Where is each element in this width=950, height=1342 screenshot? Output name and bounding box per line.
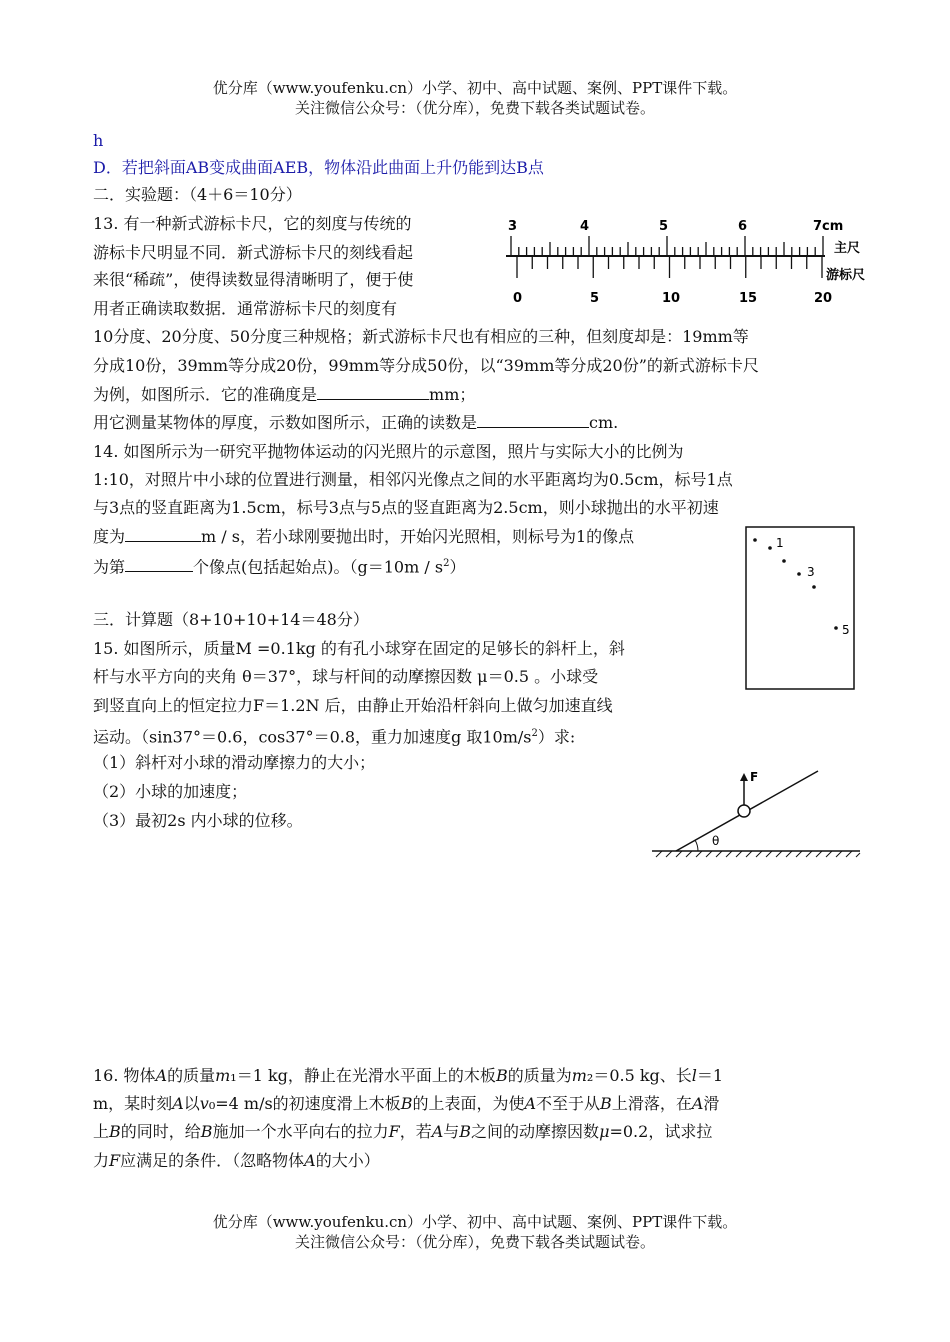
section-2-title: 二．实验题：（4＋6＝10分） xyxy=(93,185,302,204)
ground-hatching xyxy=(656,851,860,857)
q15-sup: 2 xyxy=(531,728,538,739)
q16-text-run: 不至于从 xyxy=(536,1094,601,1113)
q15-line-4b: ）求: xyxy=(537,727,576,747)
q16-text-run: 应满足的条件．（忽略物体 xyxy=(120,1151,305,1170)
q14-line-4a: 度为 xyxy=(93,527,126,546)
q16-text-run: 的上表面，为使 xyxy=(412,1094,525,1113)
q16-text-run: A xyxy=(431,1122,444,1141)
q16-text-run: m xyxy=(215,1066,231,1085)
q16-line-2-runs xyxy=(93,1094,719,1113)
q16-text-run: 16. 物体 xyxy=(93,1066,156,1085)
q16-text-run: μ xyxy=(599,1122,610,1141)
q14-line-5a: 为第 xyxy=(93,557,126,577)
q16-text-run: B xyxy=(600,1094,612,1113)
q16-text-run: F xyxy=(388,1122,400,1141)
vernier-scale-label: 游标尺 xyxy=(826,268,866,283)
ball-point xyxy=(753,538,757,542)
q16-text-run: 力 xyxy=(93,1151,110,1170)
q14-line-4b: m / s，若小球刚要抛出时，开始闪光照相，则标号为1的像点 xyxy=(201,527,635,546)
ball-point-3 xyxy=(797,572,801,576)
ball xyxy=(738,805,750,817)
q16-text-run: A xyxy=(172,1094,184,1113)
vernier-tick-label: 0 xyxy=(513,291,523,306)
q16-text-run: A xyxy=(691,1094,704,1113)
header-line-1: 优分库（www.youfenku.cn）小学、初中、高中试题、案例、PPT课件下载。 xyxy=(212,79,738,97)
q15-sub-2: （2）小球的加速度； xyxy=(93,782,248,801)
q16-text-run: 与 xyxy=(443,1122,460,1141)
q16-text-run: B xyxy=(400,1094,413,1113)
q16-text-run: m，某时刻 xyxy=(93,1094,173,1113)
q15-sub-1: （1）斜杆对小球的滑动摩擦力的大小； xyxy=(93,753,376,772)
q13-line-7b: mm； xyxy=(429,385,476,404)
section-3-title: 三．计算题（8+10+10+14＝48分） xyxy=(93,610,369,629)
prev-h: h xyxy=(93,131,104,150)
q13-line-5: 10分度、20分度、50分度三种规格；新式游标卡尺也有相应的三种，但刻度却是：19mm等 xyxy=(93,327,749,346)
q13-line-2: 游标卡尺明显不同．新式游标卡尺的刻线看起 xyxy=(93,243,414,262)
q13-line-7 xyxy=(93,383,475,406)
q14-line-4 xyxy=(93,525,634,548)
angle-arc xyxy=(695,840,698,851)
main-tick-label: 3 xyxy=(508,219,518,234)
q13-line-1: 13. 有一种新式游标卡尺，它的刻度与传统的 xyxy=(93,214,412,233)
q16-text-run: 上滑落，在 xyxy=(611,1094,692,1113)
flash-photo-figure xyxy=(745,526,857,692)
q16-text-run: 的质量为 xyxy=(507,1066,572,1085)
main-scale-ticks xyxy=(511,236,823,256)
q16-text-run: A xyxy=(155,1066,168,1085)
q15-line-4 xyxy=(93,723,575,748)
q16-text-run: 的质量 xyxy=(167,1066,216,1085)
q16-text-run: 上 xyxy=(93,1122,110,1141)
q16-line-3-runs xyxy=(93,1122,712,1141)
q16-text-run: 滑 xyxy=(703,1094,720,1113)
reading-blank[interactable] xyxy=(477,411,589,428)
q16-text-run: F xyxy=(109,1151,121,1170)
q13-line-8a: 用它测量某物体的厚度，示数如图所示，正确的读数是 xyxy=(93,413,478,432)
force-arrow-head xyxy=(740,773,748,781)
point-label-3: 3 xyxy=(807,565,815,579)
q16-text-run: m xyxy=(571,1066,587,1085)
q16-text-run: B xyxy=(459,1122,472,1141)
q13-line-8b: cm. xyxy=(589,413,619,432)
q16-text-run: ₁ xyxy=(230,1066,237,1085)
q14-line-2: 1:10，对照片中小球的位置进行测量，相邻闪光像点之间的水平距离均为0.5cm，标号1点 xyxy=(93,470,733,489)
q16-text-run: =0.2，试求拉 xyxy=(609,1122,713,1141)
vernier-tick-label: 5 xyxy=(590,291,600,306)
header-line-2: 关注微信公众号：（优分库），免费下载各类试题试卷。 xyxy=(294,99,655,117)
vernier-tick-label: 10 xyxy=(662,291,681,306)
q16-text-run: ，若 xyxy=(399,1122,432,1141)
angle-label: θ xyxy=(712,834,720,848)
incline-rod-figure xyxy=(648,765,864,861)
velocity-blank[interactable] xyxy=(125,525,201,542)
vernier-scale-ticks xyxy=(517,256,822,278)
q13-line-3: 来很“稀疏”，使得读数显得清晰明了，便于使 xyxy=(93,270,414,289)
q16-text-run: 以 xyxy=(183,1094,200,1113)
option-d: D．若把斜面AB变成曲面AEB，物体沿此曲面上升仍能到达B点 xyxy=(93,158,544,177)
ball-point xyxy=(782,559,786,563)
photo-frame xyxy=(746,527,854,689)
q16-text-run: B xyxy=(200,1122,213,1141)
ball-point xyxy=(812,585,816,589)
q16-text-run: 之间的动摩擦因数 xyxy=(471,1122,600,1141)
point-index-blank[interactable] xyxy=(125,555,193,572)
q16-line-4-runs xyxy=(93,1151,380,1170)
main-tick-label: 5 xyxy=(659,219,669,234)
q16-text-run: ＝0.5 kg、长 xyxy=(593,1066,692,1085)
q16-text-run: 的大小） xyxy=(315,1151,380,1170)
q15-line-2: 杆与水平方向的夹角 θ＝37°，球与杆间的动摩擦因数 μ＝0.5 。小球受 xyxy=(93,667,599,686)
vernier-caliper-figure xyxy=(500,212,890,312)
q16-text-run: 施加一个水平向右的拉力 xyxy=(212,1122,389,1141)
main-tick-label: 4 xyxy=(580,219,590,234)
main-tick-label: 6 xyxy=(738,219,748,234)
q14-line-5c: ） xyxy=(449,557,466,577)
point-label-1: 1 xyxy=(776,536,784,550)
vernier-tick-label: 15 xyxy=(739,291,758,306)
precision-blank[interactable] xyxy=(317,383,429,400)
q15-line-1: 15. 如图所示，质量M =0.1kg 的有孔小球穿在固定的足够长的斜杆上，斜 xyxy=(93,639,625,658)
q13-line-4: 用者正确读取数据．通常游标卡尺的刻度有 xyxy=(93,299,398,318)
q16-text-run: l xyxy=(691,1066,697,1085)
ball-point-5 xyxy=(834,626,838,630)
q16-text-run: =4 m/s的初速度滑上木板 xyxy=(215,1094,401,1113)
q14-line-1: 14. 如图所示为一研究平抛物体运动的闪光照片的示意图，照片与实际大小的比例为 xyxy=(93,442,684,461)
q15-line-3: 到竖直向上的恒定拉力F＝1.2N 后，由静止开始沿杆斜向上做匀加速直线 xyxy=(93,696,613,715)
q16-text-run: A xyxy=(304,1151,316,1170)
q13-line-7a: 为例，如图所示．它的准确度是 xyxy=(93,385,318,404)
footer-line-1: 优分库（www.youfenku.cn）小学、初中、高中试题、案例、PPT课件下载。 xyxy=(212,1213,738,1231)
q14-sup: 2 xyxy=(443,558,450,569)
q16-text-run: v xyxy=(199,1094,209,1113)
q15-sub-3: （3）最初2s 内小球的位移。 xyxy=(93,811,303,830)
q16-text-run: ₂ xyxy=(586,1066,594,1085)
vernier-tick-label: 20 xyxy=(814,291,833,306)
q16-line-1-runs xyxy=(93,1066,723,1085)
q15-line-4a: 运动。（sin37°＝0.6，cos37°＝0.8，重力加速度g 取10m/s xyxy=(93,727,532,747)
q16-line-2 xyxy=(93,1093,719,1115)
q16-line-3 xyxy=(93,1121,712,1143)
main-tick-label: 7cm xyxy=(813,219,844,234)
q16-text-run: B xyxy=(109,1122,121,1141)
ball-point-1 xyxy=(768,546,772,550)
q13-line-8 xyxy=(93,411,618,434)
q14-line-5b: 个像点(包括起始点)。（g＝10m / s xyxy=(193,557,444,577)
q16-line-1 xyxy=(93,1065,723,1087)
q13-line-6: 分成10份，39mm等分成20份，99mm等分成50份，以“39mm等分成20份”的新式游标卡尺 xyxy=(93,356,759,375)
q14-line-3: 与3点的竖直距离为1.5cm，标号3点与5点的竖直距离为2.5cm，则小球抛出的水平初速 xyxy=(93,498,719,517)
force-label: F xyxy=(750,770,759,784)
q16-text-run: ₀ xyxy=(208,1094,216,1113)
q14-line-5 xyxy=(93,553,465,578)
footer-line-2: 关注微信公众号：（优分库），免费下载各类试题试卷。 xyxy=(294,1233,655,1251)
q16-line-4 xyxy=(93,1150,380,1172)
q16-text-run: 的同时，给 xyxy=(120,1122,201,1141)
main-scale-label: 主尺 xyxy=(834,241,861,256)
q16-text-run: B xyxy=(495,1066,508,1085)
q16-text-run: ＝1 kg，静止在光滑水平面上的木板 xyxy=(236,1066,496,1085)
q16-text-run: ＝1 xyxy=(696,1066,724,1085)
point-label-5: 5 xyxy=(842,623,850,637)
q16-text-run: A xyxy=(524,1094,537,1113)
